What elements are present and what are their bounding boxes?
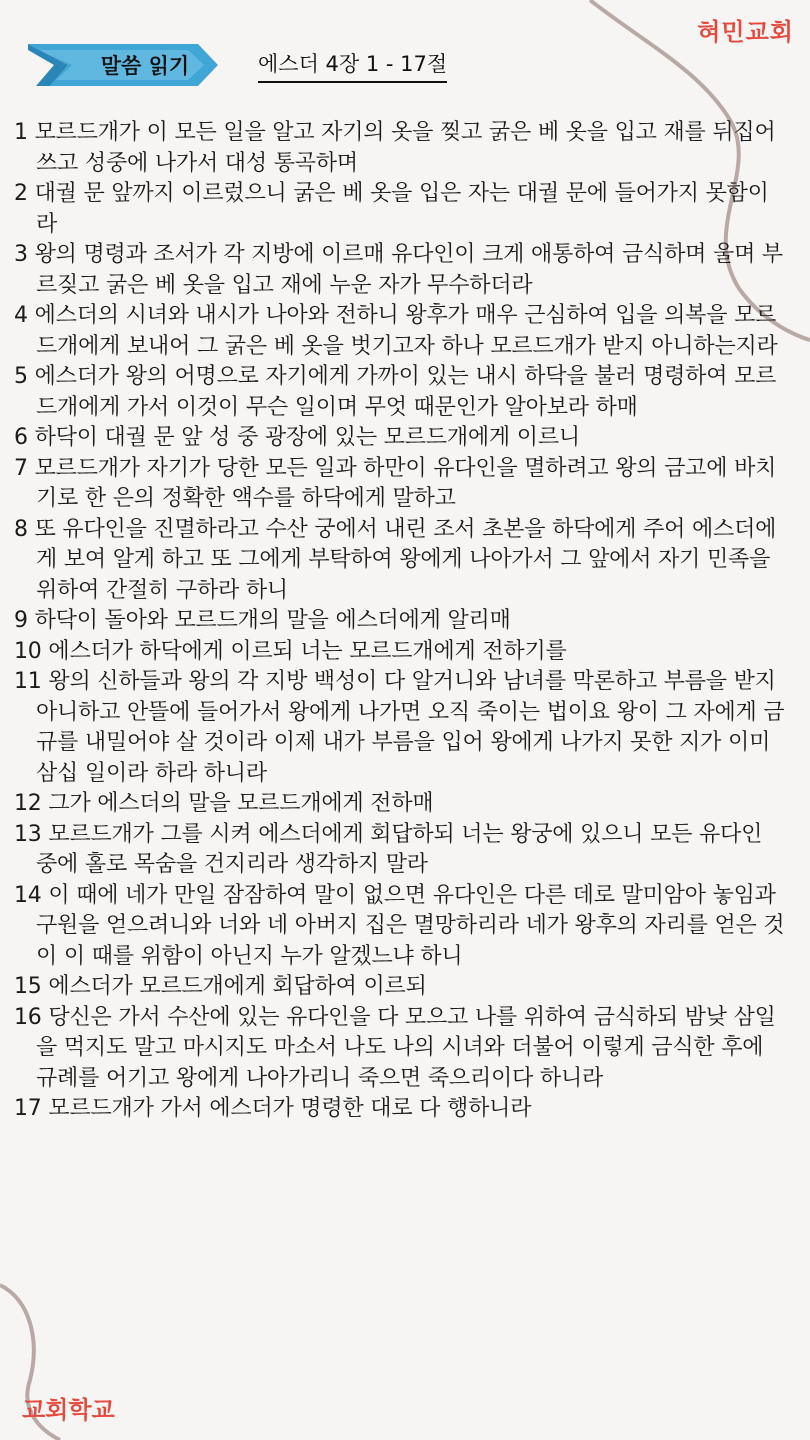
school-name: 교회학교 [22,1396,115,1424]
verse-11: 11 왕의 신하들과 왕의 각 지방 백성이 다 알거니와 남녀를 막론하고 부름을 받지 아니하고 안뜰에 들어가서 왕에게 나가면 오직 죽이는 법이요 왕이 그 자에게 금 규를 내밀어야 살 것이라 이제 내가 부름을 입어 왕에게 나가지 못한 지가 이미 삼십 일이라 하라 하니라 [14,669,785,786]
verse-2: 2 대궐 문 앞까지 이르렀으니 굵은 베 옷을 입은 자는 대궐 문에 들어가지 못함이라 [14,181,769,237]
verse-6: 6 하닥이 대궐 문 앞 성 중 광장에 있는 모르드개에게 이르니 [14,425,580,450]
verse-16: 16 당신은 가서 수산에 있는 유다인을 다 모으고 나를 위하여 금식하되 밤낮 삼일을 먹지도 말고 마시지도 마소서 나도 나의 시녀와 더불어 이렇게 금식한 후에 규례를 어기고 왕에게 나아가리니 죽으면 죽으리이다 하니라 [14,1004,776,1091]
verse-10: 10 에스더가 하닥에게 이르되 너는 모르드개에게 전하기를 [14,638,567,664]
verse-5: 5 에스더가 왕의 어명으로 자기에게 가까이 있는 내시 하닥을 불러 명령하여 모르드개에게 가서 이것이 무슨 일이며 무엇 때문인가 알아보라 하매 [14,364,777,420]
verse-15: 15 에스더가 모르드개에게 회답하여 이르되 [14,974,427,999]
verse-17: 17 모르드개가 가서 에스더가 명령한 대로 다 행하니라 [14,1096,532,1121]
church-name: 혀민교회 [697,18,794,46]
verse-13: 13 모르드개가 그를 시켜 에스더에게 회답하되 너는 왕궁에 있으니 모든 유다인 중에 홀로 목숨을 건지리라 생각하지 말라 [14,821,763,877]
verse-1: 1 모르드개가 이 모든 일을 알고 자기의 옷을 찢고 굵은 베 옷을 입고 재를 뒤집어쓰고 성중에 나가서 대성 통곡하며 [14,120,776,176]
reading-banner [28,42,233,88]
verse-14: 14 이 때에 네가 만일 잠잠하여 말이 없으면 유다인은 다른 데로 말미암아 놓임과 구원을 얻으려니와 너와 네 아버지 집은 멸망하리라 네가 왕후의 자리를 얻은 것이 이 때를 위함이 아닌지 누가 알겠느냐 하니 [14,882,785,969]
verse-4: 4 에스더의 시녀와 내시가 나아와 전하니 왕후가 매우 근심하여 입을 의복을 모르드개에게 보내어 그 굵은 베 옷을 벗기고자 하나 모르드개가 받지 아니하는지라 [14,303,778,359]
banner-label: 말씀 읽기 [100,54,190,78]
verse-list [14,118,786,1125]
verse-7: 7 모르드개가 자기가 당한 모든 일과 하만이 유다인을 멸하려고 왕의 금고에 바치기로 한 은의 정확한 액수를 하닥에게 말하고 [14,455,777,511]
verse-3: 3 왕의 명령과 조서가 각 지방에 이르매 유다인이 크게 애통하여 금식하며 울며 부르짖고 굵은 베 옷을 입고 재에 누운 자가 무수하더라 [14,242,783,298]
verse-12: 12 그가 에스더의 말을 모르드개에게 전하매 [14,791,434,816]
verse-8: 8 또 유다인을 진멸하라고 수산 궁에서 내린 조서 초본을 하닥에게 주어 에스더에게 보여 알게 하고 또 그에게 부탁하여 왕에게 나아가서 그 앞에서 자기 민족을 위하여 간절히 구하라 하니 [14,516,777,603]
scripture-reference: 에스더 4장 1 - 17절 [258,48,447,83]
verse-9: 9 하닥이 돌아와 모르드개의 말을 에스더에게 알리매 [14,608,511,633]
